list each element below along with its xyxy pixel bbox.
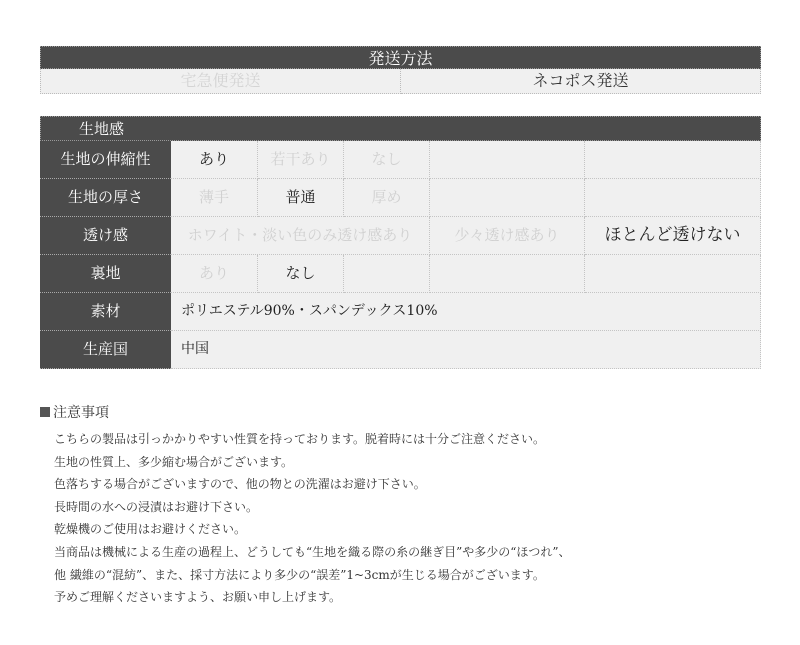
fabric-row-label: 素材 bbox=[40, 293, 171, 331]
fabric-row-label: 透け感 bbox=[40, 217, 171, 255]
fabric-row-stretch bbox=[40, 141, 761, 179]
fabric-table bbox=[40, 116, 761, 369]
notes-section bbox=[40, 404, 760, 609]
fabric-row-lining bbox=[40, 255, 761, 293]
note-item: 生地の性質上、多少縮む場合がございます。 bbox=[54, 454, 294, 469]
fabric-value: なし bbox=[344, 141, 430, 179]
fabric-value: ホワイト・淡い色のみ透け感あり bbox=[171, 217, 430, 255]
fabric-empty-cell bbox=[344, 255, 430, 293]
note-item: 当商品は機械による生産の過程上、どうしても“生地を織る際の糸の継ぎ目”や多少の“ほつれ”、 bbox=[54, 544, 571, 559]
note-item: 乾燥機のご使用はお避けください。 bbox=[54, 522, 247, 537]
fabric-row-label: 生地の厚さ bbox=[40, 179, 171, 217]
fabric-value: 薄手 bbox=[171, 179, 258, 217]
shipping-method-title: 発送方法 bbox=[40, 46, 761, 69]
note-item: 他 繊維の“混紡”、また、採寸方法により多少の“誤差”1~3cmが生じる場合がございます。 bbox=[54, 567, 545, 582]
notes-list bbox=[40, 428, 760, 609]
square-bullet-icon bbox=[40, 407, 50, 417]
note-item: 予めご理解くださいますよう、お願い申し上げます。 bbox=[54, 590, 342, 605]
note-item: こちらの製品は引っかかりやすい性質を持っております。脱着時には十分ご注意ください。 bbox=[54, 432, 546, 446]
fabric-row-material bbox=[40, 293, 761, 331]
fabric-row-label: 生産国 bbox=[40, 331, 171, 369]
fabric-value: 厚め bbox=[344, 179, 430, 217]
fabric-origin-value: 中国 bbox=[171, 331, 761, 369]
shipping-options-row bbox=[40, 69, 761, 94]
fabric-row-label: 裏地 bbox=[40, 255, 171, 293]
fabric-empty-cell bbox=[430, 141, 585, 179]
note-item: 長時間の水への浸漬はお避け下さい。 bbox=[54, 499, 259, 514]
fabric-table-title: 生地感 bbox=[40, 116, 761, 141]
shipping-option-takkyubin: 宅急便発送 bbox=[40, 69, 401, 94]
fabric-empty-cell bbox=[585, 255, 761, 293]
shipping-method-table bbox=[40, 46, 761, 94]
fabric-empty-cell bbox=[430, 255, 585, 293]
fabric-material-value: ポリエステル90%・スパンデックス10% bbox=[171, 293, 761, 331]
fabric-value: あり bbox=[171, 255, 258, 293]
shipping-option-nekopos: ネコポス発送 bbox=[401, 69, 761, 94]
fabric-value: 少々透け感あり bbox=[430, 217, 585, 255]
note-item: 色落ちする場合がございますので、他の物との洗濯はお避け下さい。 bbox=[54, 477, 426, 492]
fabric-row-origin bbox=[40, 331, 761, 369]
notes-heading bbox=[40, 404, 760, 422]
fabric-empty-cell bbox=[585, 141, 761, 179]
fabric-value: ほとんど透けない bbox=[585, 217, 761, 255]
fabric-value: なし bbox=[258, 255, 344, 293]
fabric-empty-cell bbox=[585, 179, 761, 217]
fabric-value: あり bbox=[171, 141, 258, 179]
fabric-row-label: 生地の伸縮性 bbox=[40, 141, 171, 179]
fabric-value: 若干あり bbox=[258, 141, 344, 179]
notes-title: 注意事項 bbox=[53, 405, 109, 421]
fabric-value: 普通 bbox=[258, 179, 344, 217]
fabric-row-thickness bbox=[40, 179, 761, 217]
fabric-empty-cell bbox=[430, 179, 585, 217]
fabric-row-transparency bbox=[40, 217, 761, 255]
